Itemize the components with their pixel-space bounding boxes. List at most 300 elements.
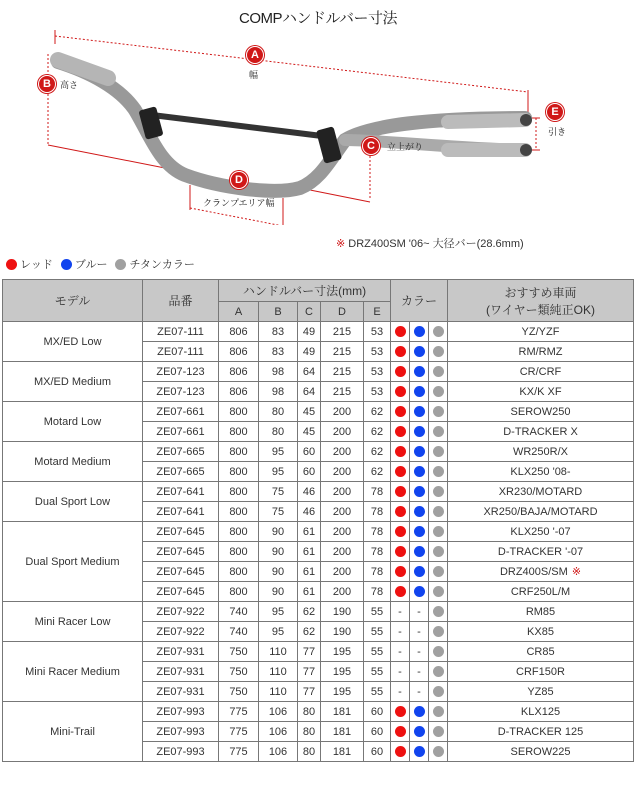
color-availability-cell bbox=[429, 402, 448, 422]
blue-dot-icon bbox=[414, 326, 425, 337]
header-dimensions: ハンドルバー寸法(mm) bbox=[219, 280, 391, 302]
model-cell: Mini Racer Medium bbox=[3, 642, 143, 702]
red-dot-icon bbox=[395, 406, 406, 417]
dim-a-cell: 750 bbox=[219, 642, 259, 662]
vehicle-name: XR230/MOTARD bbox=[498, 485, 583, 498]
unavailable-dash: - bbox=[398, 625, 402, 638]
gray-dot-icon bbox=[433, 446, 444, 457]
blue-dot-icon bbox=[414, 706, 425, 717]
vehicle-name: SEROW250 bbox=[510, 405, 571, 418]
color-availability-cell bbox=[429, 562, 448, 582]
dim-d-cell: 200 bbox=[321, 462, 364, 482]
gray-dot-icon bbox=[433, 726, 444, 737]
red-dot-icon bbox=[395, 526, 406, 537]
color-availability-cell bbox=[429, 502, 448, 522]
gray-dot-icon bbox=[433, 366, 444, 377]
handlebar-spec-table bbox=[2, 279, 634, 762]
color-availability-cell bbox=[391, 702, 410, 722]
gray-dot-icon bbox=[433, 626, 444, 637]
header-recommended-vehicle bbox=[448, 280, 634, 322]
dim-a-cell: 806 bbox=[219, 342, 259, 362]
table-row bbox=[3, 482, 634, 502]
recommended-vehicle-cell bbox=[448, 622, 634, 642]
unavailable-dash: - bbox=[398, 645, 402, 658]
dim-e-cell: 53 bbox=[364, 322, 391, 342]
dim-e-cell: 62 bbox=[364, 442, 391, 462]
vehicle-name: D-TRACKER X bbox=[503, 425, 578, 438]
dim-e-cell: 60 bbox=[364, 722, 391, 742]
dim-a-cell: 800 bbox=[219, 462, 259, 482]
color-availability-cell bbox=[429, 342, 448, 362]
part-number-cell: ZE07-922 bbox=[143, 602, 219, 622]
color-availability-cell bbox=[391, 722, 410, 742]
dim-a-cell: 800 bbox=[219, 502, 259, 522]
vehicle-name: XR250/BAJA/MOTARD bbox=[483, 505, 598, 518]
vehicle-name: KLX125 bbox=[520, 705, 561, 718]
dim-a-cell: 775 bbox=[219, 722, 259, 742]
dim-b-cell: 95 bbox=[259, 602, 298, 622]
vehicle-name: WR250R/X bbox=[512, 445, 569, 458]
part-number-cell: ZE07-645 bbox=[143, 542, 219, 562]
table-row bbox=[3, 402, 634, 422]
legend-item bbox=[6, 256, 53, 272]
part-number-cell: ZE07-111 bbox=[143, 342, 219, 362]
vehicle-name: CRF250L/M bbox=[510, 585, 571, 598]
part-number-cell: ZE07-645 bbox=[143, 582, 219, 602]
dim-c-cell: 46 bbox=[298, 482, 321, 502]
dim-a-cell: 775 bbox=[219, 742, 259, 762]
unavailable-dash: - bbox=[398, 665, 402, 678]
part-number-cell: ZE07-645 bbox=[143, 562, 219, 582]
vehicle-name: SEROW225 bbox=[510, 745, 571, 758]
header-model: モデル bbox=[3, 280, 143, 322]
dim-e-cell: 78 bbox=[364, 582, 391, 602]
footnote bbox=[336, 235, 524, 251]
dim-d-cell: 200 bbox=[321, 542, 364, 562]
red-dot-icon bbox=[395, 386, 406, 397]
blue-dot-icon bbox=[414, 566, 425, 577]
recommended-vehicle-cell bbox=[448, 442, 634, 462]
dim-a-cell: 740 bbox=[219, 622, 259, 642]
dim-c-cell: 80 bbox=[298, 742, 321, 762]
color-availability-cell bbox=[429, 362, 448, 382]
dim-d-cell: 200 bbox=[321, 402, 364, 422]
dim-d-cell: 181 bbox=[321, 722, 364, 742]
dim-e-cell: 78 bbox=[364, 542, 391, 562]
header-part-number: 品番 bbox=[143, 280, 219, 322]
dim-c-cell: 80 bbox=[298, 722, 321, 742]
part-number-cell: ZE07-993 bbox=[143, 742, 219, 762]
badge-a: A bbox=[246, 46, 264, 64]
unavailable-dash: - bbox=[398, 605, 402, 618]
gray-dot-icon bbox=[433, 686, 444, 697]
recommended-vehicle-cell bbox=[448, 642, 634, 662]
blue-dot-icon bbox=[414, 586, 425, 597]
dim-a-cell: 775 bbox=[219, 702, 259, 722]
badge-d: D bbox=[230, 171, 248, 189]
dim-c-cell: 62 bbox=[298, 622, 321, 642]
recommended-vehicle-cell bbox=[448, 722, 634, 742]
part-number-cell: ZE07-661 bbox=[143, 402, 219, 422]
dim-d-cell: 200 bbox=[321, 522, 364, 542]
color-availability-cell bbox=[391, 502, 410, 522]
reference-mark: ※ bbox=[571, 566, 582, 578]
label-clamp-area-width: クランプエリア幅 bbox=[203, 199, 275, 209]
unavailable-dash: - bbox=[417, 685, 421, 698]
dim-b-cell: 95 bbox=[259, 622, 298, 642]
gray-dot-icon bbox=[433, 506, 444, 517]
dim-a-cell: 800 bbox=[219, 422, 259, 442]
recommended-vehicle-cell bbox=[448, 742, 634, 762]
dim-a-cell: 800 bbox=[219, 542, 259, 562]
color-availability-cell bbox=[429, 442, 448, 462]
label-height: 高さ bbox=[60, 81, 79, 91]
color-availability-cell bbox=[429, 422, 448, 442]
vehicle-name: CRF150R bbox=[516, 665, 565, 678]
model-cell: Dual Sport Medium bbox=[3, 522, 143, 602]
model-cell: Mini Racer Low bbox=[3, 602, 143, 642]
legend-label: ブルー bbox=[74, 259, 108, 271]
gray-dot-icon bbox=[433, 586, 444, 597]
part-number-cell: ZE07-661 bbox=[143, 422, 219, 442]
color-availability-cell bbox=[429, 382, 448, 402]
dim-d-cell: 215 bbox=[321, 382, 364, 402]
color-availability-cell bbox=[410, 442, 429, 462]
dim-d-cell: 195 bbox=[321, 642, 364, 662]
part-number-cell: ZE07-665 bbox=[143, 462, 219, 482]
color-availability-cell bbox=[429, 682, 448, 702]
color-availability-cell bbox=[391, 322, 410, 342]
header-dim-e: E bbox=[364, 302, 391, 322]
gray-dot-icon bbox=[433, 746, 444, 757]
dim-e-cell: 55 bbox=[364, 682, 391, 702]
part-number-cell: ZE07-641 bbox=[143, 502, 219, 522]
color-availability-cell bbox=[391, 462, 410, 482]
color-availability-cell bbox=[410, 582, 429, 602]
dim-c-cell: 45 bbox=[298, 402, 321, 422]
dim-c-cell: 49 bbox=[298, 342, 321, 362]
dim-a-cell: 800 bbox=[219, 582, 259, 602]
color-dot-icon bbox=[61, 259, 72, 270]
part-number-cell: ZE07-123 bbox=[143, 362, 219, 382]
dim-d-cell: 195 bbox=[321, 682, 364, 702]
red-dot-icon bbox=[395, 706, 406, 717]
dim-e-cell: 53 bbox=[364, 362, 391, 382]
dim-c-cell: 80 bbox=[298, 702, 321, 722]
red-dot-icon bbox=[395, 346, 406, 357]
model-cell: Motard Low bbox=[3, 402, 143, 442]
model-cell: Dual Sport Low bbox=[3, 482, 143, 522]
model-cell: MX/ED Medium bbox=[3, 362, 143, 402]
color-availability-cell bbox=[410, 522, 429, 542]
vehicle-name: RM85 bbox=[525, 605, 556, 618]
dim-a-cell: 750 bbox=[219, 662, 259, 682]
dim-c-cell: 77 bbox=[298, 642, 321, 662]
dim-c-cell: 60 bbox=[298, 462, 321, 482]
dim-c-cell: 49 bbox=[298, 322, 321, 342]
color-availability-cell bbox=[410, 642, 429, 662]
vehicle-name: YZ/YZF bbox=[521, 325, 560, 338]
unavailable-dash: - bbox=[398, 685, 402, 698]
gray-dot-icon bbox=[433, 406, 444, 417]
dim-b-cell: 90 bbox=[259, 522, 298, 542]
dim-c-cell: 64 bbox=[298, 382, 321, 402]
color-availability-cell bbox=[429, 482, 448, 502]
dim-b-cell: 83 bbox=[259, 322, 298, 342]
part-number-cell: ZE07-123 bbox=[143, 382, 219, 402]
blue-dot-icon bbox=[414, 466, 425, 477]
color-availability-cell bbox=[391, 482, 410, 502]
gray-dot-icon bbox=[433, 646, 444, 657]
table-row bbox=[3, 362, 634, 382]
color-availability-cell bbox=[410, 502, 429, 522]
dim-c-cell: 64 bbox=[298, 362, 321, 382]
dim-e-cell: 53 bbox=[364, 342, 391, 362]
dim-b-cell: 110 bbox=[259, 682, 298, 702]
color-availability-cell bbox=[429, 582, 448, 602]
color-availability-cell bbox=[410, 422, 429, 442]
dim-c-cell: 46 bbox=[298, 502, 321, 522]
red-dot-icon bbox=[395, 726, 406, 737]
label-sweep: 引き bbox=[548, 128, 567, 138]
dim-b-cell: 80 bbox=[259, 422, 298, 442]
dim-d-cell: 181 bbox=[321, 742, 364, 762]
gray-dot-icon bbox=[433, 706, 444, 717]
dim-d-cell: 200 bbox=[321, 422, 364, 442]
color-availability-cell bbox=[410, 682, 429, 702]
vehicle-name: KX85 bbox=[527, 625, 554, 638]
vehicle-name: YZ85 bbox=[527, 685, 554, 698]
blue-dot-icon bbox=[414, 346, 425, 357]
vehicle-name: D-TRACKER '-07 bbox=[497, 545, 584, 558]
dim-e-cell: 62 bbox=[364, 462, 391, 482]
dim-b-cell: 110 bbox=[259, 662, 298, 682]
dim-a-cell: 800 bbox=[219, 442, 259, 462]
color-availability-cell bbox=[410, 482, 429, 502]
recommended-vehicle-cell bbox=[448, 662, 634, 682]
color-availability-cell bbox=[410, 702, 429, 722]
recommended-vehicle-cell bbox=[448, 602, 634, 622]
color-availability-cell bbox=[429, 622, 448, 642]
vehicle-name: KLX250 '-07 bbox=[510, 525, 571, 538]
dim-a-cell: 750 bbox=[219, 682, 259, 702]
color-availability-cell bbox=[410, 382, 429, 402]
dim-d-cell: 181 bbox=[321, 702, 364, 722]
recommended-vehicle-cell bbox=[448, 522, 634, 542]
dim-d-cell: 200 bbox=[321, 502, 364, 522]
blue-dot-icon bbox=[414, 486, 425, 497]
color-availability-cell bbox=[391, 442, 410, 462]
dim-e-cell: 78 bbox=[364, 502, 391, 522]
label-width: 幅 bbox=[249, 71, 259, 81]
legend-label: チタンカラー bbox=[129, 259, 195, 271]
color-availability-cell bbox=[391, 582, 410, 602]
dim-c-cell: 61 bbox=[298, 542, 321, 562]
dim-d-cell: 190 bbox=[321, 622, 364, 642]
color-availability-cell bbox=[429, 742, 448, 762]
vehicle-name: CR/CRF bbox=[519, 365, 562, 378]
color-dot-icon bbox=[115, 259, 126, 270]
handlebar-dimension-diagram bbox=[0, 0, 636, 225]
unavailable-dash: - bbox=[417, 665, 421, 678]
dim-d-cell: 215 bbox=[321, 362, 364, 382]
blue-dot-icon bbox=[414, 546, 425, 557]
dim-c-cell: 77 bbox=[298, 662, 321, 682]
dim-b-cell: 95 bbox=[259, 462, 298, 482]
dim-b-cell: 75 bbox=[259, 502, 298, 522]
color-availability-cell bbox=[429, 522, 448, 542]
gray-dot-icon bbox=[433, 666, 444, 677]
color-availability-cell bbox=[429, 702, 448, 722]
dim-e-cell: 60 bbox=[364, 702, 391, 722]
color-availability-cell bbox=[429, 462, 448, 482]
dim-a-cell: 800 bbox=[219, 562, 259, 582]
part-number-cell: ZE07-922 bbox=[143, 622, 219, 642]
header-color: カラー bbox=[391, 280, 448, 322]
dim-a-cell: 740 bbox=[219, 602, 259, 622]
dim-a-cell: 806 bbox=[219, 322, 259, 342]
red-dot-icon bbox=[395, 566, 406, 577]
red-dot-icon bbox=[395, 366, 406, 377]
color-availability-cell bbox=[410, 722, 429, 742]
recommended-vehicle-cell bbox=[448, 582, 634, 602]
blue-dot-icon bbox=[414, 366, 425, 377]
color-availability-cell bbox=[391, 422, 410, 442]
header-dim-b: B bbox=[259, 302, 298, 322]
dim-c-cell: 62 bbox=[298, 602, 321, 622]
part-number-cell: ZE07-993 bbox=[143, 722, 219, 742]
blue-dot-icon bbox=[414, 446, 425, 457]
red-dot-icon bbox=[395, 466, 406, 477]
color-availability-cell bbox=[429, 602, 448, 622]
blue-dot-icon bbox=[414, 386, 425, 397]
color-availability-cell bbox=[410, 542, 429, 562]
part-number-cell: ZE07-641 bbox=[143, 482, 219, 502]
model-cell: MX/ED Low bbox=[3, 322, 143, 362]
dim-a-cell: 800 bbox=[219, 522, 259, 542]
unavailable-dash: - bbox=[417, 605, 421, 618]
vehicle-name: RM/RMZ bbox=[518, 345, 563, 358]
gray-dot-icon bbox=[433, 346, 444, 357]
recommended-vehicle-cell bbox=[448, 562, 634, 582]
vehicle-name: KX/K XF bbox=[519, 385, 562, 398]
table-row bbox=[3, 522, 634, 542]
recommended-vehicle-cell bbox=[448, 382, 634, 402]
vehicle-name: D-TRACKER 125 bbox=[497, 725, 584, 738]
dim-e-cell: 55 bbox=[364, 662, 391, 682]
gray-dot-icon bbox=[433, 466, 444, 477]
dim-b-cell: 98 bbox=[259, 382, 298, 402]
red-dot-icon bbox=[395, 446, 406, 457]
table-row bbox=[3, 322, 634, 342]
badge-c: C bbox=[362, 137, 380, 155]
unavailable-dash: - bbox=[417, 625, 421, 638]
badge-b: B bbox=[38, 75, 56, 93]
part-number-cell: ZE07-665 bbox=[143, 442, 219, 462]
dim-b-cell: 90 bbox=[259, 562, 298, 582]
dim-c-cell: 60 bbox=[298, 442, 321, 462]
red-dot-icon bbox=[395, 426, 406, 437]
part-number-cell: ZE07-645 bbox=[143, 522, 219, 542]
gray-dot-icon bbox=[433, 386, 444, 397]
color-availability-cell bbox=[410, 602, 429, 622]
diagram-title: COMPハンドルバー寸法 bbox=[239, 10, 397, 27]
blue-dot-icon bbox=[414, 726, 425, 737]
unavailable-dash: - bbox=[417, 645, 421, 658]
color-availability-cell bbox=[410, 462, 429, 482]
color-availability-cell bbox=[429, 722, 448, 742]
vehicle-name: KLX250 '08- bbox=[510, 465, 571, 478]
recommended-vehicle-cell bbox=[448, 542, 634, 562]
dim-d-cell: 190 bbox=[321, 602, 364, 622]
dim-d-cell: 195 bbox=[321, 662, 364, 682]
recommended-vehicle-cell bbox=[448, 402, 634, 422]
dim-d-cell: 200 bbox=[321, 482, 364, 502]
reference-mark: ※ bbox=[336, 238, 346, 250]
header-dim-c: C bbox=[298, 302, 321, 322]
dim-e-cell: 62 bbox=[364, 422, 391, 442]
table-row bbox=[3, 442, 634, 462]
dim-a-cell: 800 bbox=[219, 402, 259, 422]
dim-b-cell: 110 bbox=[259, 642, 298, 662]
dim-a-cell: 800 bbox=[219, 482, 259, 502]
recommended-vehicle-cell bbox=[448, 422, 634, 442]
dim-e-cell: 55 bbox=[364, 602, 391, 622]
color-availability-cell bbox=[429, 642, 448, 662]
part-number-cell: ZE07-931 bbox=[143, 682, 219, 702]
header-dim-d: D bbox=[321, 302, 364, 322]
blue-dot-icon bbox=[414, 406, 425, 417]
red-dot-icon bbox=[395, 746, 406, 757]
red-dot-icon bbox=[395, 546, 406, 557]
color-availability-cell bbox=[410, 742, 429, 762]
part-number-cell: ZE07-111 bbox=[143, 322, 219, 342]
color-availability-cell bbox=[391, 662, 410, 682]
dim-d-cell: 200 bbox=[321, 562, 364, 582]
dim-c-cell: 61 bbox=[298, 562, 321, 582]
part-number-cell: ZE07-931 bbox=[143, 662, 219, 682]
dim-e-cell: 60 bbox=[364, 742, 391, 762]
dim-e-cell: 78 bbox=[364, 482, 391, 502]
blue-dot-icon bbox=[414, 506, 425, 517]
recommended-vehicle-cell bbox=[448, 362, 634, 382]
dim-e-cell: 78 bbox=[364, 562, 391, 582]
gray-dot-icon bbox=[433, 606, 444, 617]
gray-dot-icon bbox=[433, 526, 444, 537]
color-availability-cell bbox=[410, 622, 429, 642]
dim-c-cell: 77 bbox=[298, 682, 321, 702]
dim-d-cell: 215 bbox=[321, 322, 364, 342]
header-vehicle-line1: おすすめ車両 bbox=[504, 285, 577, 300]
color-availability-cell bbox=[391, 402, 410, 422]
color-availability-cell bbox=[391, 342, 410, 362]
legend-item bbox=[115, 256, 194, 272]
dim-c-cell: 61 bbox=[298, 582, 321, 602]
color-availability-cell bbox=[429, 662, 448, 682]
red-dot-icon bbox=[395, 586, 406, 597]
dim-e-cell: 55 bbox=[364, 622, 391, 642]
footnote-text: DRZ400SM '06~ 大径バー(28.6mm) bbox=[345, 238, 524, 250]
color-availability-cell bbox=[410, 562, 429, 582]
dim-a-cell: 806 bbox=[219, 382, 259, 402]
badge-e: E bbox=[546, 103, 564, 121]
red-dot-icon bbox=[395, 506, 406, 517]
blue-dot-icon bbox=[414, 746, 425, 757]
color-availability-cell bbox=[429, 322, 448, 342]
legend-label: レッド bbox=[20, 259, 53, 271]
color-availability-cell bbox=[410, 662, 429, 682]
color-availability-cell bbox=[410, 342, 429, 362]
